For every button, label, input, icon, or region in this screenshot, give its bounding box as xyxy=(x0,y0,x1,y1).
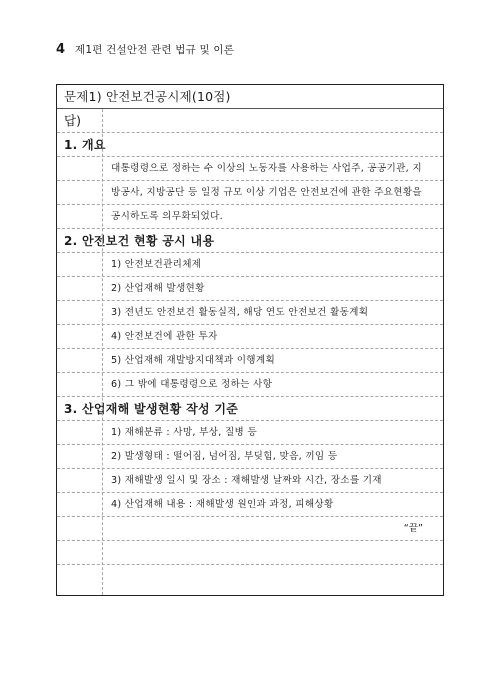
list-row xyxy=(57,277,443,301)
end-mark-row xyxy=(57,517,443,541)
list-item: 3) 전년도 안전보건 활동실적, 해당 연도 안전보건 활동계획 xyxy=(111,307,369,318)
line-row xyxy=(57,205,443,229)
empty-row xyxy=(57,565,443,589)
line-row xyxy=(57,157,443,181)
section-heading-row xyxy=(57,229,443,253)
list-item: 4) 산업재해 내용 : 재해발생 원인과 과정, 피해상황 xyxy=(111,499,334,510)
section-heading-1: 1. 개요 xyxy=(64,138,106,152)
paragraph-line: 대통령령으로 정하는 수 이상의 노동자를 사용하는 사업주, 공공기관, 지 xyxy=(111,163,422,174)
list-row xyxy=(57,493,443,517)
section-heading-3: 3. 산업재해 발생현황 작성 기준 xyxy=(64,402,239,416)
list-row xyxy=(57,301,443,325)
line-row xyxy=(57,181,443,205)
list-item: 3) 재해발생 일시 및 장소 : 재해발생 날짜와 시간, 장소를 기재 xyxy=(111,475,382,486)
section-heading-row xyxy=(57,397,443,421)
paragraph-line: 방공사, 지방공단 등 일정 규모 이상 기업은 안전보건에 관한 주요현황을 xyxy=(111,187,422,198)
list-row xyxy=(57,349,443,373)
list-item: 1) 안전보건관리체제 xyxy=(111,259,202,270)
list-row xyxy=(57,373,443,397)
margin-line xyxy=(102,109,103,595)
list-item: 2) 발생형태 : 떨어짐, 넘어짐, 부딪힘, 맞음, 끼임 등 xyxy=(111,451,338,462)
list-item: 4) 안전보건에 관한 투자 xyxy=(111,331,218,342)
list-row xyxy=(57,253,443,277)
question-row xyxy=(57,85,443,109)
end-mark: “끝” xyxy=(403,523,423,534)
list-row xyxy=(57,325,443,349)
list-item: 1) 재해분류 : 사망, 부상, 질병 등 xyxy=(111,427,258,438)
chapter-title: 제1편 건설안전 관련 법규 및 이론 xyxy=(75,44,235,56)
question-title: 문제1) 안전보건공시제(10점) xyxy=(64,89,231,104)
list-item: 6) 그 밖에 대통령령으로 정하는 사항 xyxy=(111,379,273,390)
page-header xyxy=(56,42,234,58)
list-row xyxy=(57,421,443,445)
list-row xyxy=(57,469,443,493)
section-heading-2: 2. 안전보건 현황 공시 내용 xyxy=(64,234,215,248)
paragraph-line: 공시하도록 의무화되었다. xyxy=(111,211,223,222)
list-item: 5) 산업재해 재발방지대책과 이행계획 xyxy=(111,355,276,366)
section-heading-row xyxy=(57,133,443,157)
answer-label: 답) xyxy=(64,113,81,128)
empty-row xyxy=(57,541,443,565)
list-row xyxy=(57,445,443,469)
page-number: 4 xyxy=(56,42,66,57)
answer-sheet xyxy=(56,84,444,596)
answer-label-row xyxy=(57,109,443,133)
list-item: 2) 산업재해 발생현황 xyxy=(111,283,205,294)
